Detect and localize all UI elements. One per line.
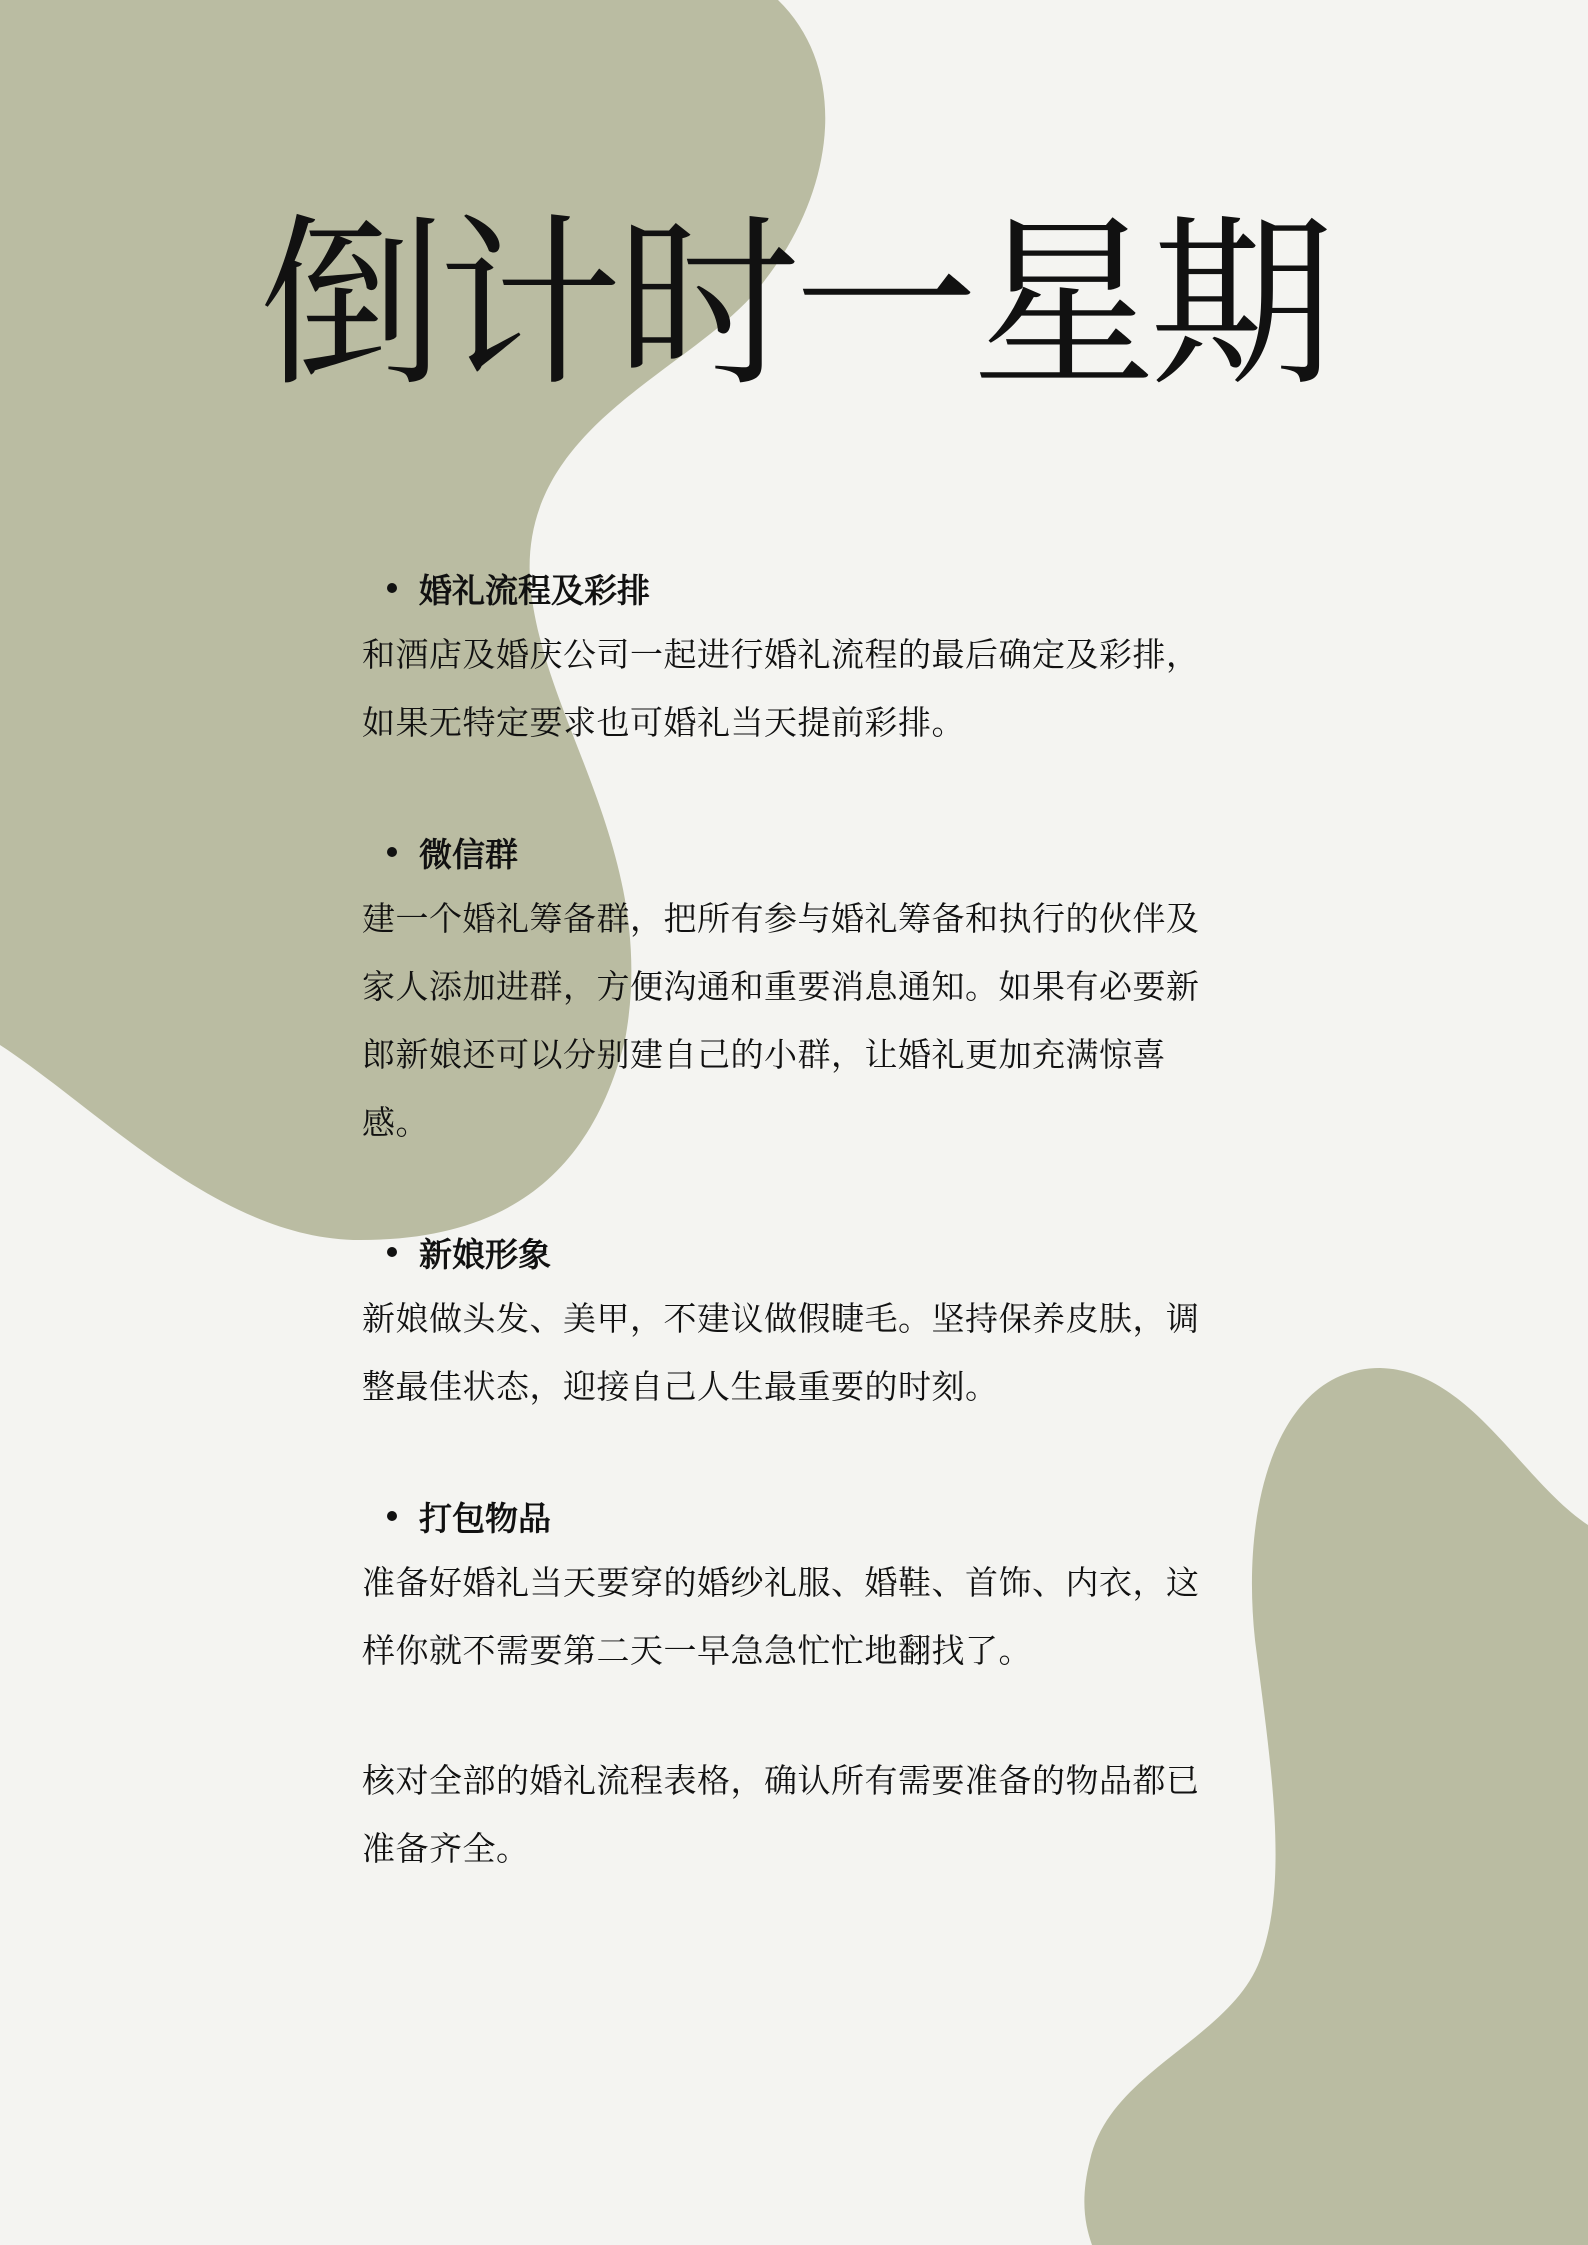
section-heading-text: 新娘形象 [419, 1234, 551, 1274]
section-body: 新娘做头发、美甲，不建议做假睫毛。坚持保养皮肤，调整最佳状态，迎接自己人生最重要的时刻。 [362, 1299, 1200, 1406]
section-heading-text: 微信群 [419, 834, 518, 874]
section-body: 和酒店及婚庆公司一起进行婚礼流程的最后确定及彩排，如果无特定要求也可婚礼当天提前彩排。 [362, 635, 1200, 742]
section-heading-text: 打包物品 [419, 1498, 551, 1538]
section-packing [362, 1483, 1222, 1685]
bullet-icon [387, 583, 397, 593]
section-wechat-group [362, 819, 1222, 1157]
bullet-icon [387, 1247, 397, 1257]
page-title: 倒计时一星期 [259, 198, 1328, 412]
section-heading [362, 1219, 1222, 1285]
bullet-icon [387, 847, 397, 857]
section-bride-look [362, 1219, 1222, 1421]
closing-note: 核对全部的婚礼流程表格，确认所有需要准备的物品都已准备齐全。 [362, 1761, 1200, 1868]
section-heading-text: 婚礼流程及彩排 [419, 570, 650, 610]
section-heading [362, 819, 1222, 885]
checklist [362, 555, 1222, 1883]
section-heading [362, 555, 1222, 621]
bullet-icon [387, 1511, 397, 1521]
section-rehearsal [362, 555, 1222, 757]
section-body: 建一个婚礼筹备群，把所有参与婚礼筹备和执行的伙伴及家人添加进群，方便沟通和重要消息通知。如果有必要新郎新娘还可以分别建自己的小群，让婚礼更加充满惊喜感。 [362, 899, 1200, 1142]
section-heading [362, 1483, 1222, 1549]
section-body: 准备好婚礼当天要穿的婚纱礼服、婚鞋、首饰、内衣，这样你就不需要第二天一早急急忙忙地翻找了。 [362, 1563, 1200, 1670]
